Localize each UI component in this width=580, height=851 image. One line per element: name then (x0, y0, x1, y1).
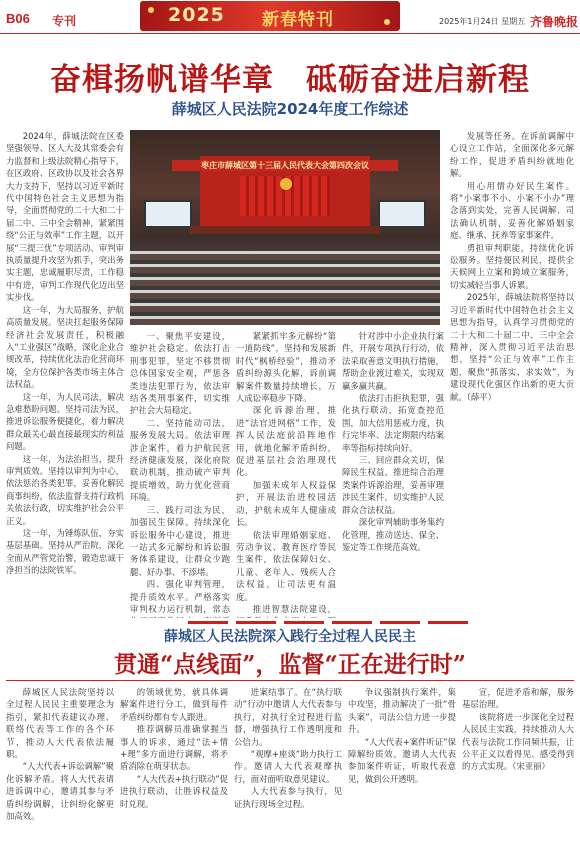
paragraph: 三、回应群众关切，保障民生权益。推进综合治理类案件诉源治理，妥善审理涉民生案件，切实维护人民群众合法权益。 (342, 455, 444, 515)
issue-date: 2025年1月24日 星期五 (439, 17, 526, 26)
paragraph: 一、聚焦平安建设，维护社会稳定。依法打击刑事犯罪，坚定不移贯彻总体国家安全观，严惩各类违法犯罪行为，依法审结各类刑事案件，切实维护社会大局稳定。 (130, 331, 230, 416)
paragraph: 这一年，为法治担当，提升审判质效。坚持以审判为中心，依法惩治各类犯罪，妥善化解民商事纠纷，依法监督支持行政机关依法行政，切实维护社会公平正义。 (6, 453, 124, 526)
paragraph: “观摩+座谈”助力执行工作。邀请人大代表观摩执行，面对面听取意见建议。 (234, 749, 342, 784)
article1-column-4 (342, 330, 444, 618)
paragraph: “人大代表+执行联动”促进执行联动，让胜诉权益及时兑现。 (120, 773, 228, 809)
paragraph: 推荐调解员准确掌握当事人的诉求，通过“法+情+理”多方面进行调解，将矛盾消除在萌芽状态。 (120, 724, 228, 772)
paragraph: 推进智慧法院建设， (252, 603, 336, 614)
section-divider (188, 621, 468, 624)
banner-year: 2025 (168, 4, 225, 26)
paragraph: 依法打击拒执犯罪，强化执行联动，拓宽查控范围，加大信用惩戒力度，执行完毕率、法定期限内结案率等指标持续向好。 (342, 393, 444, 453)
article1-column-5 (450, 130, 574, 618)
paragraph: 人大代表参与执行，见证执行现场全过程。 (234, 786, 342, 809)
paragraph: 宣，促进矛盾和解，服务基层治理。 (462, 687, 574, 710)
headline-rule (6, 680, 574, 681)
paragraph: 这一年，为人民司法，解决急难愁盼问题。坚持司法为民，推进诉讼服务便捷化，着力解决群众最关心最直接最现实的利益问题。 (6, 391, 124, 452)
audience (130, 250, 440, 325)
paragraph: 勇担审判职能，持续优化诉讼服务。坚持便民利民，提供全天候网上立案和跨域立案服务，切实减轻当事人诉累。 (450, 242, 574, 290)
paragraph: “人大代表+诉讼调解”聚化诉解矛盾。将人大代表请进诉调中心，邀请其参与矛盾纠纷调解，让纠纷化解更加高效。 (6, 761, 114, 822)
article2-column-3 (234, 686, 342, 846)
paragraph: 依法审理婚姻家庭、劳动争议、教育医疗等民生案件，依法保障妇女、儿童、老年人、残疾人合法权益，让司法更有温度。 (236, 529, 336, 602)
page-number: B06 (6, 11, 30, 26)
podium (190, 226, 380, 234)
paragraph: 2024年，薛城法院在区委坚强领导、区人大及其常委会有力监督和上级法院精心指导下，在区政府、区政协以及社会各界大力支持下，坚持以习近平新时代中国特色社会主义思想为指导，全面贯彻党的二十大和二十届二中、三中全会精神，紧紧围绕“公正与效率”工作主题，以开展“三提三优”专项活动、审判审执质量提升攻坚为抓手，突出务实主题，忠诚履职尽责，工作稳中有进，审判工作现代化迈出坚实步伐。 (6, 131, 124, 303)
paragraph: 四、强化审判管理，提升质效水平。严格落实审判权力运行机制，常态 (130, 579, 230, 614)
article2-column-4 (348, 686, 456, 846)
article2-title: 薛城区人民法院深入践行全过程人民民主 (164, 629, 416, 645)
paragraph: 发展等任务。在诉前调解中心设立工作站，全面深化多元解纷工作，促进矛盾纠纷就地化解。 (450, 131, 574, 179)
paragraph: 紧紧抓牢多元解纷“第一道防线”，坚持和发展新时代“枫桥经验”，推动矛盾纠纷源头化解，诉前调解案件数量持续增长，万人成讼率稳步下降。 (236, 331, 336, 404)
paragraph: 深化审判辅助事务集约化管理，推动送达、保全、鉴定等工作规范高效。 (342, 517, 444, 552)
paragraph: 加强未成年人权益保护，开展法治进校园活动，护航未成年人健康成长。 (236, 479, 336, 528)
article2-headline: 贯通“点线面”，监督“正在进行时” (114, 651, 466, 678)
paragraph: 该院将进一步深化全过程人民民主实践，持续推动人大代表与法院工作同频共振，让公平正义以看得见、感受得到的方式实现。（宋亚丽） (462, 711, 574, 772)
conference-photo (130, 130, 440, 325)
paragraph: 薛城区人民法院坚持以全过程人民民主重要理念为指引，紧扣代表建议办理、联络代表等工作的各个环节，推动人大代表依法履职。 (6, 687, 114, 760)
article2-column-5 (462, 686, 574, 846)
banner-title: 新春特刊 (262, 10, 334, 30)
paragraph: 的领域优势，就具体调解案件进行分工，做到每件矛盾纠纷都有专人跟进。 (120, 687, 228, 722)
masthead (0, 0, 580, 34)
right-screen (378, 200, 426, 228)
paragraph: 针对涉中小企业执行案件，开展专项执行行动，依法采取善意文明执行措施，帮助企业渡过难关，实现双赢多赢共赢。 (342, 331, 444, 391)
lantern-icon (384, 19, 390, 25)
paragraph: “人大代表+案件听证”保障解纷质效。邀请人大代表参加案件听证，听取代表意见，做到公开透明。 (348, 736, 456, 784)
paragraph: 深化诉源治理，推进“法官进网格”工作，发挥人民法庭前沿阵地作用，就地化解矛盾纠纷，促进基层社会治理现代化。 (236, 405, 336, 478)
new-year-banner (140, 1, 400, 31)
lantern-icon (148, 7, 154, 13)
paragraph: 三、践行司法为民，加强民生保障。持续深化诉讼服务中心建设，推进一站式多元解纷和诉讼服务体系建设，让群众少跑腿、好办事、不添堵。 (130, 504, 230, 577)
article2-column-1 (6, 686, 114, 846)
section-name: 专刊 (52, 14, 77, 28)
newspaper-brand: 齐鲁晚报 (530, 15, 579, 29)
article2-column-2 (120, 686, 228, 846)
paragraph: 二、坚持能动司法，服务发展大局。依法审理涉企案件，着力护航民营经济健康发展，深化府院联动机制，推动破产审判提质增效，助力优化营商环境。 (130, 417, 230, 503)
paragraph: 用心用情办好民生案件。将“小案事不小、小案不小办”理念落到实处，完善人民调解、司法确认机制，妥善化解婚姻家庭、继承、抚养等家事案件。 (450, 180, 574, 241)
article-subhead: 薛城区人民法院2024年度工作综述 (171, 100, 409, 118)
article1-column-1 (6, 130, 124, 618)
paragraph: 这一年，为大局服务，护航高质量发展。坚决扛起服务保障经济社会发展责任，积极融入“工业强区”战略，深化企业合规改革，持续优化法治化营商环境，全方位保护各类市场主体合法权益。 (6, 304, 124, 390)
paragraph: 进案结事了。在“执行联动”行动中邀请人大代表参与执行，对执行全过程进行监督，增强执行工作透明度和公信力。 (234, 687, 342, 747)
national-emblem-icon (280, 178, 292, 190)
article1-column-3 (236, 330, 336, 618)
paragraph: 争议强制执行案件，集中攻坚，推动解决了一批“骨头案”，司法公信力进一步提升。 (348, 687, 456, 735)
paragraph: 这一年，为锤炼队伍，夯实基层基础。坚持从严治院，深化全面从严管党治警，锻造忠诚干净担当的法院铁军。 (6, 528, 124, 576)
article1-column-2 (130, 330, 230, 618)
photo-banner-text: 枣庄市薛城区第十三届人民代表大会第四次会议 (172, 160, 398, 171)
left-screen (144, 200, 192, 228)
paragraph: 2025年，薛城法院将坚持以习近平新时代中国特色社会主义思想为指导，认真学习贯彻党的二十大和二十届二中、三中全会精神，深入贯彻习近平法治思想，坚持“公正与效率”工作主题，聚焦“抓落实、求实效”，为建设现代化强区作出新的更大贡献。（薛平） (450, 292, 574, 402)
article-headline: 奋楫扬帆谱华章 砥砺奋进启新程 (50, 62, 530, 98)
